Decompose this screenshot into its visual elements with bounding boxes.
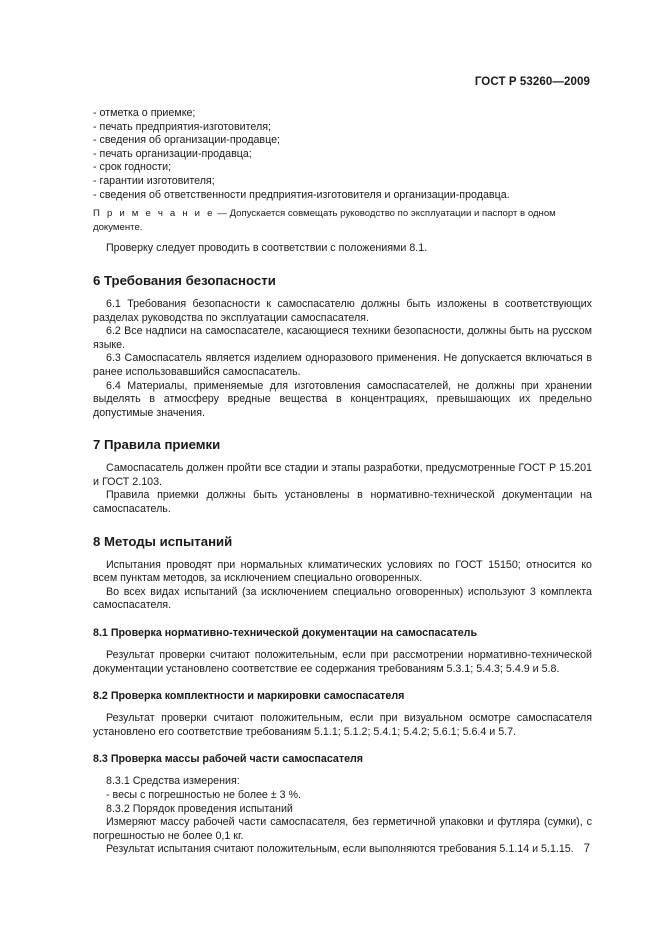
- paragraph: 6.2 Все надписи на самоспасателе, касающиеся техники безопасности, должны быть на русском языке.: [93, 325, 592, 351]
- paragraph: 6.4 Материалы, применяемые для изготовления самоспасателей, не должны при хранении выделять в атмосферу вредные вещества в концентрациях, превышающих их предельно допустимые значения.: [93, 379, 592, 419]
- paragraph: Во всех видах испытаний (за исключением специально оговоренных) используют 3 комплекта самоспасателя.: [93, 585, 592, 612]
- subsection-8-3-title: 8.3 Проверка массы рабочей части самоспасателя: [93, 753, 364, 766]
- paragraph: - весы с погрешностью не более ± 3 %.: [106, 789, 302, 801]
- section-8-title: 8 Методы испытаний: [93, 533, 233, 549]
- list-item: - сведения об ответственности предприятия-изготовителя и организации-продавца.: [93, 188, 510, 201]
- paragraph: Измеряют массу рабочей части самоспасателя, без герметичной упаковки и футляра (сумки), с погрешностью не более 0,1 кг.: [93, 816, 592, 842]
- paragraph: Результат проверки считают положительным, если при рассмотрении нормативно-технической документации установлено соответствие ее содержания требованиям 5.3.1; 5.4.3; 5.4.9 и 5.8.: [93, 649, 592, 675]
- list-item: - сведения об организации-продавце;: [93, 134, 281, 147]
- paragraph: Самоспасатель должен пройти все стадии и этапы разработки, предусмотренные ГОСТ Р 15.201 и ГОСТ 2.103.: [93, 462, 592, 488]
- check-text: Проверку следует проводить в соответствии с положениями 8.1.: [106, 242, 428, 255]
- standard-header: ГОСТ Р 53260—2009: [474, 76, 590, 88]
- subsection-8-2-title: 8.2 Проверка комплектности и маркировки самоспасателя: [93, 690, 405, 703]
- list-item: - печать предприятия-изготовителя;: [93, 120, 271, 133]
- page-number: 7: [583, 843, 590, 855]
- list-item: - гарантии изготовителя;: [93, 174, 215, 187]
- paragraph: 8.3.2 Порядок проведения испытаний: [106, 802, 293, 815]
- paragraph: 6.1 Требования безопасности к самоспасателю должны быть изложены в соответствующих разделах руководства по эксплуатации самоспасателя.: [93, 297, 592, 324]
- list-item: - срок годности;: [93, 161, 172, 174]
- paragraph: 6.3 Самоспасатель является изделием одноразового применения. Не допускается включаться в ранее использовавшийся самоспасатель.: [93, 352, 592, 378]
- note-text: — Допускается совмещать руководство по эксплуатации и паспорт в одном документе.: [93, 208, 556, 233]
- intro-list: [93, 107, 592, 202]
- list-item: - отметка о приемке;: [93, 107, 196, 119]
- paragraph: Результат испытания считают положительным, если выполняются требования 5.1.14 и 5.1.15.: [106, 843, 574, 856]
- note-label: П р и м е ч а н и е: [93, 208, 215, 220]
- note: [93, 207, 592, 234]
- paragraph: Испытания проводят при нормальных климатических условиях по ГОСТ 15150; относится ко всем пунктам методов, за исключением специально оговоренных.: [93, 558, 592, 585]
- paragraph: Правила приемки должны быть установлены в нормативно-технической документации на самоспасатель.: [93, 489, 592, 516]
- section-7-title: 7 Правила приемки: [93, 437, 221, 453]
- paragraph: 8.3.1 Средства измерения:: [106, 775, 240, 788]
- paragraph: Результат проверки считают положительным, если при визуальном осмотре самоспасателя установлено его соответствие требованиям 5.1.1; 5.1.2; 5.4.1; 5.4.2; 5.6.1; 5.6.4 и 5.7.: [93, 712, 592, 738]
- list-item: - печать организации-продавца;: [93, 147, 252, 160]
- subsection-8-1-title: 8.1 Проверка нормативно-технической документации на самоспасатель: [93, 627, 478, 640]
- page-content: [93, 107, 592, 857]
- section-6-title: 6 Требования безопасности: [93, 272, 276, 288]
